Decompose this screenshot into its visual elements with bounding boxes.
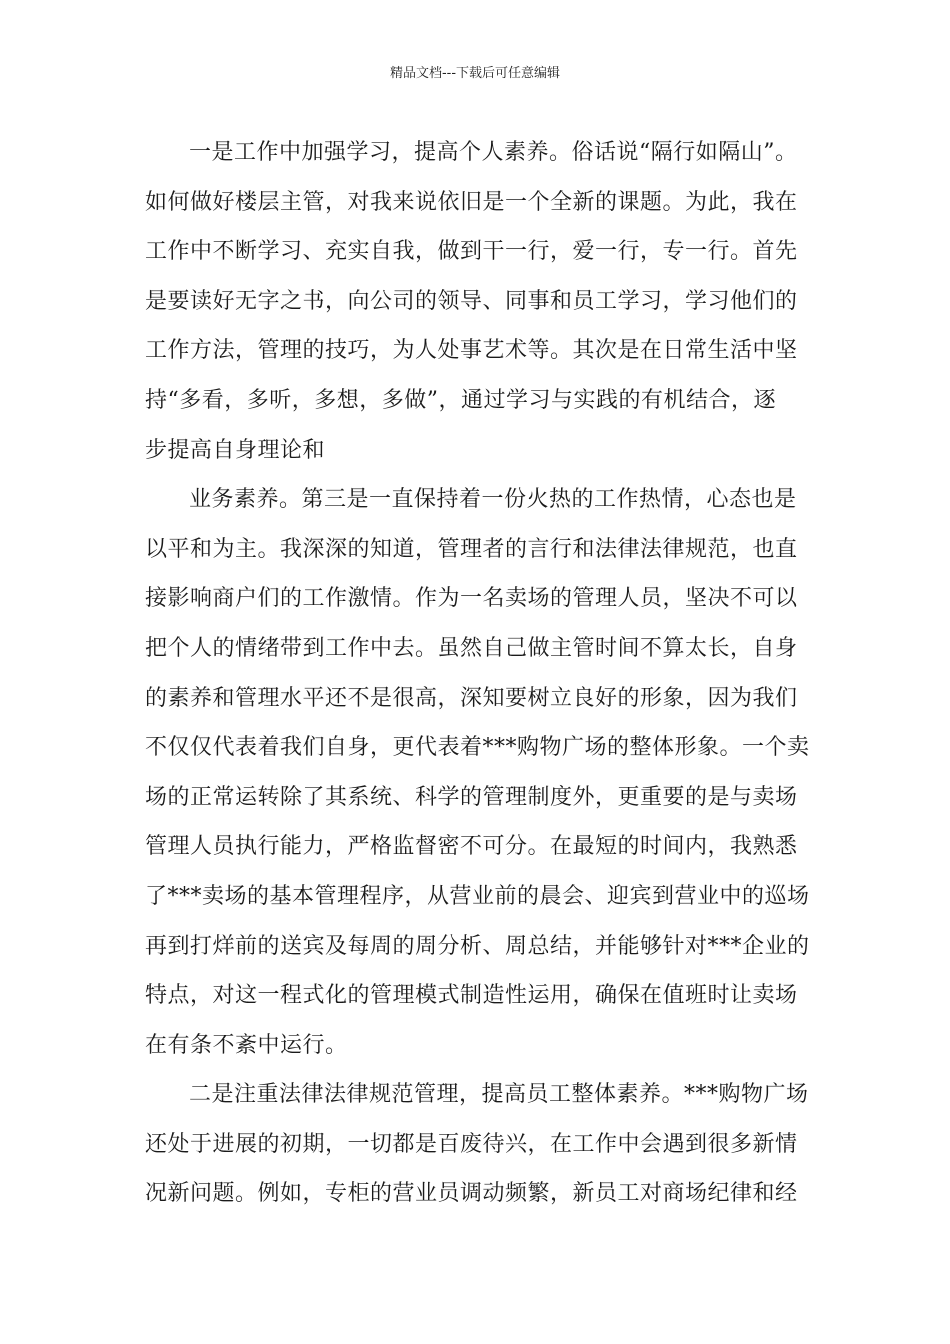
paragraph-3 [145, 1070, 811, 1219]
text-line: 工作中不断学习、充实自我，做到干一行，爱一行，专一行。首先 [145, 239, 798, 265]
text-line: 接影响商户们的工作激情。作为一名卖场的管理人员，坚决不可以 [145, 586, 798, 612]
paragraph-2 [145, 475, 811, 1070]
document-body [145, 128, 811, 1219]
text-line: 如何做好楼层主管，对我来说依旧是一个全新的课题。为此，我在 [145, 189, 798, 215]
text-line: 况新问题。例如，专柜的营业员调动频繁，新员工对商场纪律和经 [145, 1181, 798, 1207]
text-line: 管理人员执行能力，严格监督密不可分。在最短的时间内，我熟悉 [145, 834, 798, 860]
text-line: 在有条不紊中运行。 [145, 1032, 348, 1058]
page-header: 精品文档---下载后可任意编辑 [389, 66, 561, 81]
text-line: 以平和为主。我深深的知道，管理者的言行和法律法律规范，也直 [145, 536, 798, 562]
paragraph-1 [145, 128, 811, 475]
text-line: 的素养和管理水平还不是很高，深知要树立良好的形象，因为我们 [145, 685, 798, 711]
text-line: 再到打烊前的送宾及每周的周分析、周总结，并能够针对***企业的 [145, 933, 810, 959]
text-line: 不仅仅代表着我们自身，更代表着***购物广场的整体形象。一个卖 [145, 735, 810, 761]
text-line: 了***卖场的基本管理程序，从营业前的晨会、迎宾到营业中的巡场 [145, 883, 810, 909]
text-line: 还处于进展的初期，一切都是百废待兴，在工作中会遇到很多新情 [145, 1131, 798, 1157]
text-line: 一是工作中加强学习，提高个人素养。俗话说“隔行如隔山”。 [189, 140, 798, 165]
text-line: 业务素养。第三是一直保持着一份火热的工作热情，心态也是 [189, 487, 797, 513]
text-line: 是要读好无字之书，向公司的领导、同事和员工学习，学习他们的 [145, 288, 798, 314]
text-line: 场的正常运转除了其系统、科学的管理制度外，更重要的是与卖场 [145, 784, 798, 810]
text-line: 持“多看，多听，多想，多做”，通过学习与实践的有机结合，逐 [145, 387, 776, 413]
text-line: 步提高自身理论和 [145, 437, 326, 463]
text-line: 二是注重法律法律规范管理，提高员工整体素养。***购物广场 [189, 1082, 809, 1108]
text-line: 特点，对这一程式化的管理模式制造性运用，确保在值班时让卖场 [145, 983, 798, 1009]
text-line: 把个人的情绪带到工作中去。虽然自己做主管时间不算太长，自身 [145, 635, 798, 661]
text-line: 工作方法，管理的技巧，为人处事艺术等。其次是在日常生活中坚 [145, 338, 798, 364]
